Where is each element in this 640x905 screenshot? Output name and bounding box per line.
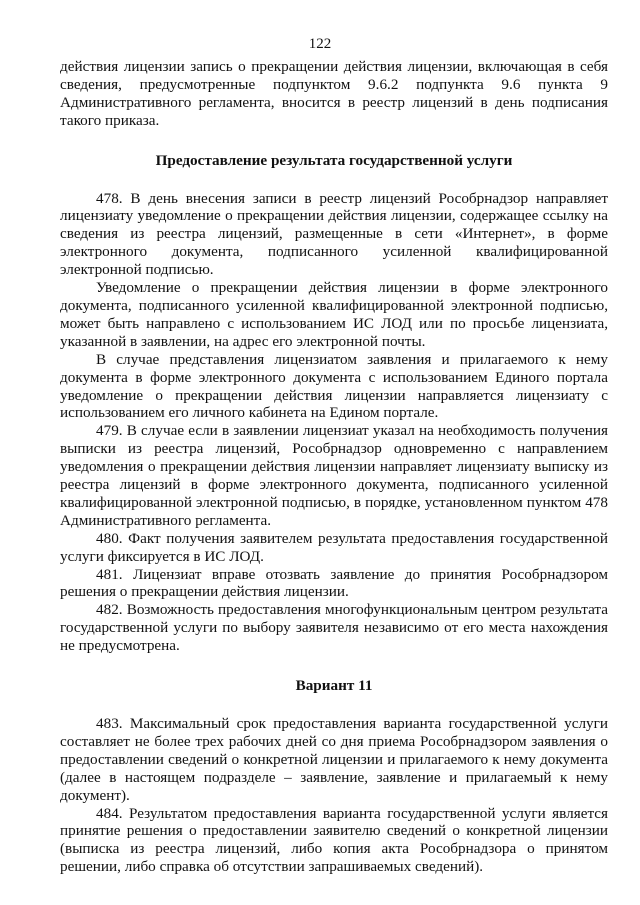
paragraph-484: 484. Результатом предоставления варианта государственной услуги является принятие решения о предоставлении заявителю сведений о конкретной лицензии (выписка из реестра лицензий, либо копия акта Рособрнадзора о принятом решении, либо справка об отсутствии запрашиваемых сведений). (60, 804, 608, 876)
paragraph-482: 482. Возможность предоставления многофункциональным центром результата государственной услуги по выбору заявителя независимо от его места нахождения не предусмотрена. (60, 601, 608, 655)
paragraph-483: 483. Максимальный срок предоставления варианта государственной услуги составляет не более трех рабочих дней со дня приема Рособрнадзором заявления о предоставлении сведений о конкретной лицензии и прилагаемого к нему документа (далее в настоящем подразделе – заявление, заявление и прилагаемый к нему документ). (60, 715, 608, 804)
page-content (60, 58, 608, 876)
paragraph-479: 479. В случае если в заявлении лицензиат указал на необходимость получения выписки из реестра лицензий, Рособрнадзор одновременно с направлением уведомления о прекращении действия лицензии направляет лицензиату выписку из реестра лицензий в форме электронного документа, подписанного усиленной квалифицированной электронной подписью, в порядке, установленном пунктом 478 Административного регламента. (60, 422, 608, 529)
paragraph-480: 480. Факт получения заявителем результата предоставления государственной услуги фиксируется в ИС ЛОД. (60, 529, 608, 565)
paragraph-continuation: действия лицензии запись о прекращении действия лицензии, включающая в себя сведения, предусмотренные подпунктом 9.6.2 подпункта 9.6 пункта 9 Административного регламента, вносится в реестр лицензий в день подписания такого приказа. (60, 58, 608, 129)
page-number: 122 (308, 36, 332, 52)
paragraph-481: 481. Лицензиат вправе отозвать заявление до принятия Рособрнадзором решения о прекращении действия лицензии. (60, 565, 608, 601)
section-heading-result: Предоставление результата государственной услуги (155, 151, 513, 169)
paragraph-notification-electronic: Уведомление о прекращении действия лицензии в форме электронного документа, подписанного усиленной квалифицированной электронной подписью, может быть направлено с использованием ИС ЛОД или по просьбе лицензиата, указанной в заявлении, на адрес его электронной почты. (60, 279, 608, 350)
paragraph-478: 478. В день внесения записи в реестр лицензий Рособрнадзор направляет лицензиату уведомление о прекращении действия лицензии, содержащее ссылку на сведения из реестра лицензий, размещенные в сети «Интернет», в форме электронного документа, подписанного усиленной квалифицированной электронной подписью. (60, 189, 608, 279)
section-heading-variant-11: Вариант 11 (295, 677, 373, 695)
paragraph-unified-portal: В случае представления лицензиатом заявления и прилагаемого к нему документа в форме электронного документа с использованием Единого портала уведомление о прекращении действия лицензии направляется лицензиату с использованием его личного кабинета на Едином портале. (60, 350, 608, 422)
